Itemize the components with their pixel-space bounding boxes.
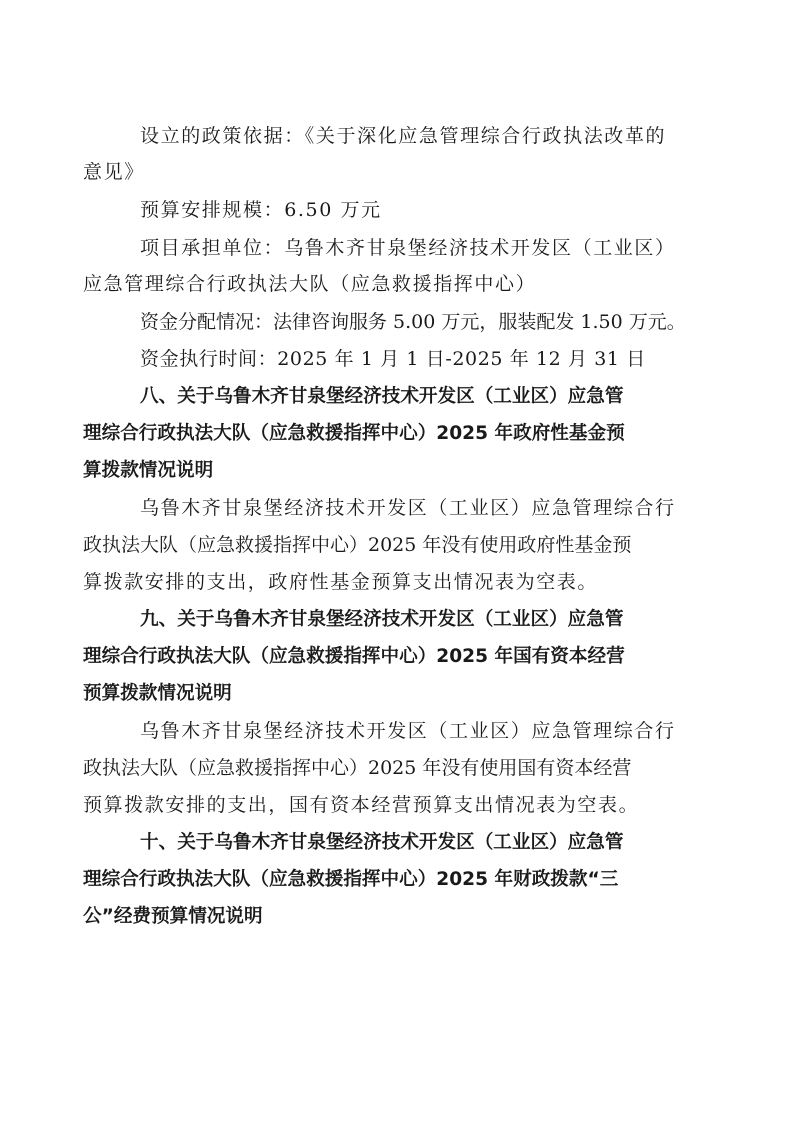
project-unit-line-1: 项目承担单位：乌鲁木齐甘泉堡经济技术开发区（工业区） (140, 237, 676, 259)
project-unit-line-2: 应急管理综合行政执法大队（应急救援指挥中心） (83, 273, 537, 295)
policy-basis-line-1: 设立的政策依据：《关于深化应急管理综合行政执法改革的 (140, 125, 667, 147)
section-9-heading-line-1: 九、关于乌鲁木齐甘泉堡经济技术开发区（工业区）应急管 (140, 609, 624, 630)
section-9-body-line-3: 预算拨款安排的支出，国有资本经营预算支出情况表为空表。 (83, 794, 640, 816)
section-9-heading-line-3: 预算拨款情况说明 (83, 683, 232, 704)
fund-execution-time-line: 资金执行时间：2025 年 1 月 1 日-2025 年 12 月 31 日 (140, 348, 646, 370)
budget-scale-line: 预算安排规模：6.50 万元 (140, 199, 382, 221)
section-10-heading-line-3: 公”经费预算情况说明 (83, 906, 263, 927)
section-8-heading-line-3: 算拨款情况说明 (83, 460, 214, 481)
section-8-heading-line-1: 八、关于乌鲁木齐甘泉堡经济技术开发区（工业区）应急管 (140, 386, 624, 407)
section-9-body-line-2: 政执法大队（应急救援指挥中心）2025 年没有使用国有资本经营 (83, 757, 632, 779)
fund-allocation-line: 资金分配情况：法律咨询服务 5.00 万元，服装配发 1.50 万元。 (140, 311, 686, 333)
section-8-heading-line-2: 理综合行政执法大队（应急救援指挥中心）2025 年政府性基金预 (83, 423, 625, 444)
section-10-heading-line-2: 理综合行政执法大队（应急救援指挥中心）2025 年财政拨款“三 (83, 869, 619, 890)
section-8-body-line-1: 乌鲁木齐甘泉堡经济技术开发区（工业区）应急管理综合行 (140, 497, 676, 519)
section-10-heading-line-1: 十、关于乌鲁木齐甘泉堡经济技术开发区（工业区）应急管 (140, 832, 624, 853)
section-8-body-line-3: 算拨款安排的支出，政府性基金预算支出情况表为空表。 (83, 571, 599, 593)
policy-basis-line-2: 意见》 (83, 161, 145, 183)
section-9-heading-line-2: 理综合行政执法大队（应急救援指挥中心）2025 年国有资本经营 (83, 646, 625, 667)
section-9-body-line-1: 乌鲁木齐甘泉堡经济技术开发区（工业区）应急管理综合行 (140, 720, 676, 742)
section-8-body-line-2: 政执法大队（应急救援指挥中心）2025 年没有使用政府性基金预 (83, 534, 632, 556)
